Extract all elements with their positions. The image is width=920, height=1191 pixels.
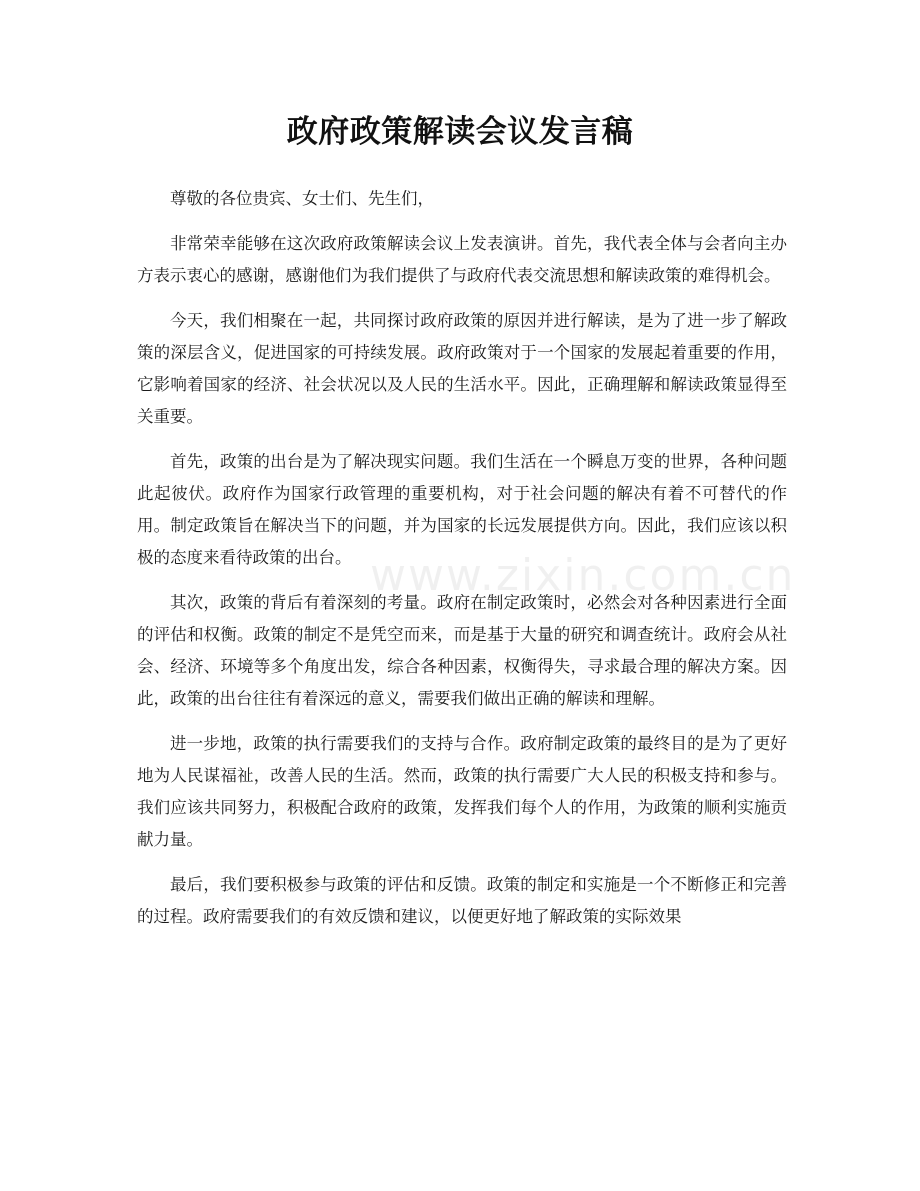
paragraph-final-point: 最后，我们要积极参与政策的评估和反馈。政策的制定和实施是一个不断修正和完善的过程。政府需要我们的有效反馈和建议，以便更好地了解政策的实际效果	[137, 875, 787, 926]
paragraph-second-point: 其次，政策的背后有着深刻的考量。政府在制定政策时，必然会对各种因素进行全面的评估和权衡。政策的制定不是凭空而来，而是基于大量的研究和调查统计。政府会从社会、经济、环境等多个角度出发，综合各种因素，权衡得失，寻求最合理的解决方案。因此，政策的出台往往有着深远的意义，需要我们做出正确的解读和理解。	[137, 593, 787, 708]
paragraph-salutation: 尊敬的各位贵宾、女士们、先生们，	[170, 189, 434, 208]
document-body	[137, 183, 787, 946]
paragraph-opening: 非常荣幸能够在这次政府政策解读会议上发表演讲。首先，我代表全体与会者向主办方表示衷心的感谢，感谢他们为我们提供了与政府代表交流思想和解读政策的难得机会。	[137, 234, 787, 285]
paragraph-third-point: 进一步地，政策的执行需要我们的支持与合作。政府制定政策的最终目的是为了更好地为人民谋福祉，改善人民的生活。然而，政策的执行需要广大人民的积极支持和参与。我们应该共同努力，积极配合政府的政策，发挥我们每个人的作用，为政策的顺利实施贡献力量。	[137, 734, 787, 849]
paragraph-purpose: 今天，我们相聚在一起，共同探讨政府政策的原因并进行解读，是为了进一步了解政策的深层含义，促进国家的可持续发展。政府政策对于一个国家的发展起着重要的作用，它影响着国家的经济、社会状况以及人民的生活水平。因此，正确理解和解读政策显得至关重要。	[137, 311, 787, 426]
watermark: www.zixin.com.cn	[370, 550, 796, 601]
paragraph-first-point: 首先，政策的出台是为了解决现实问题。我们生活在一个瞬息万变的世界，各种问题此起彼伏。政府作为国家行政管理的重要机构，对于社会问题的解决有着不可替代的作用。制定政策旨在解决当下的问题，并为国家的长远发展提供方向。因此，我们应该以积极的态度来看待政策的出台。	[137, 452, 787, 567]
document-title: 政府政策解读会议发言稿	[286, 114, 634, 150]
